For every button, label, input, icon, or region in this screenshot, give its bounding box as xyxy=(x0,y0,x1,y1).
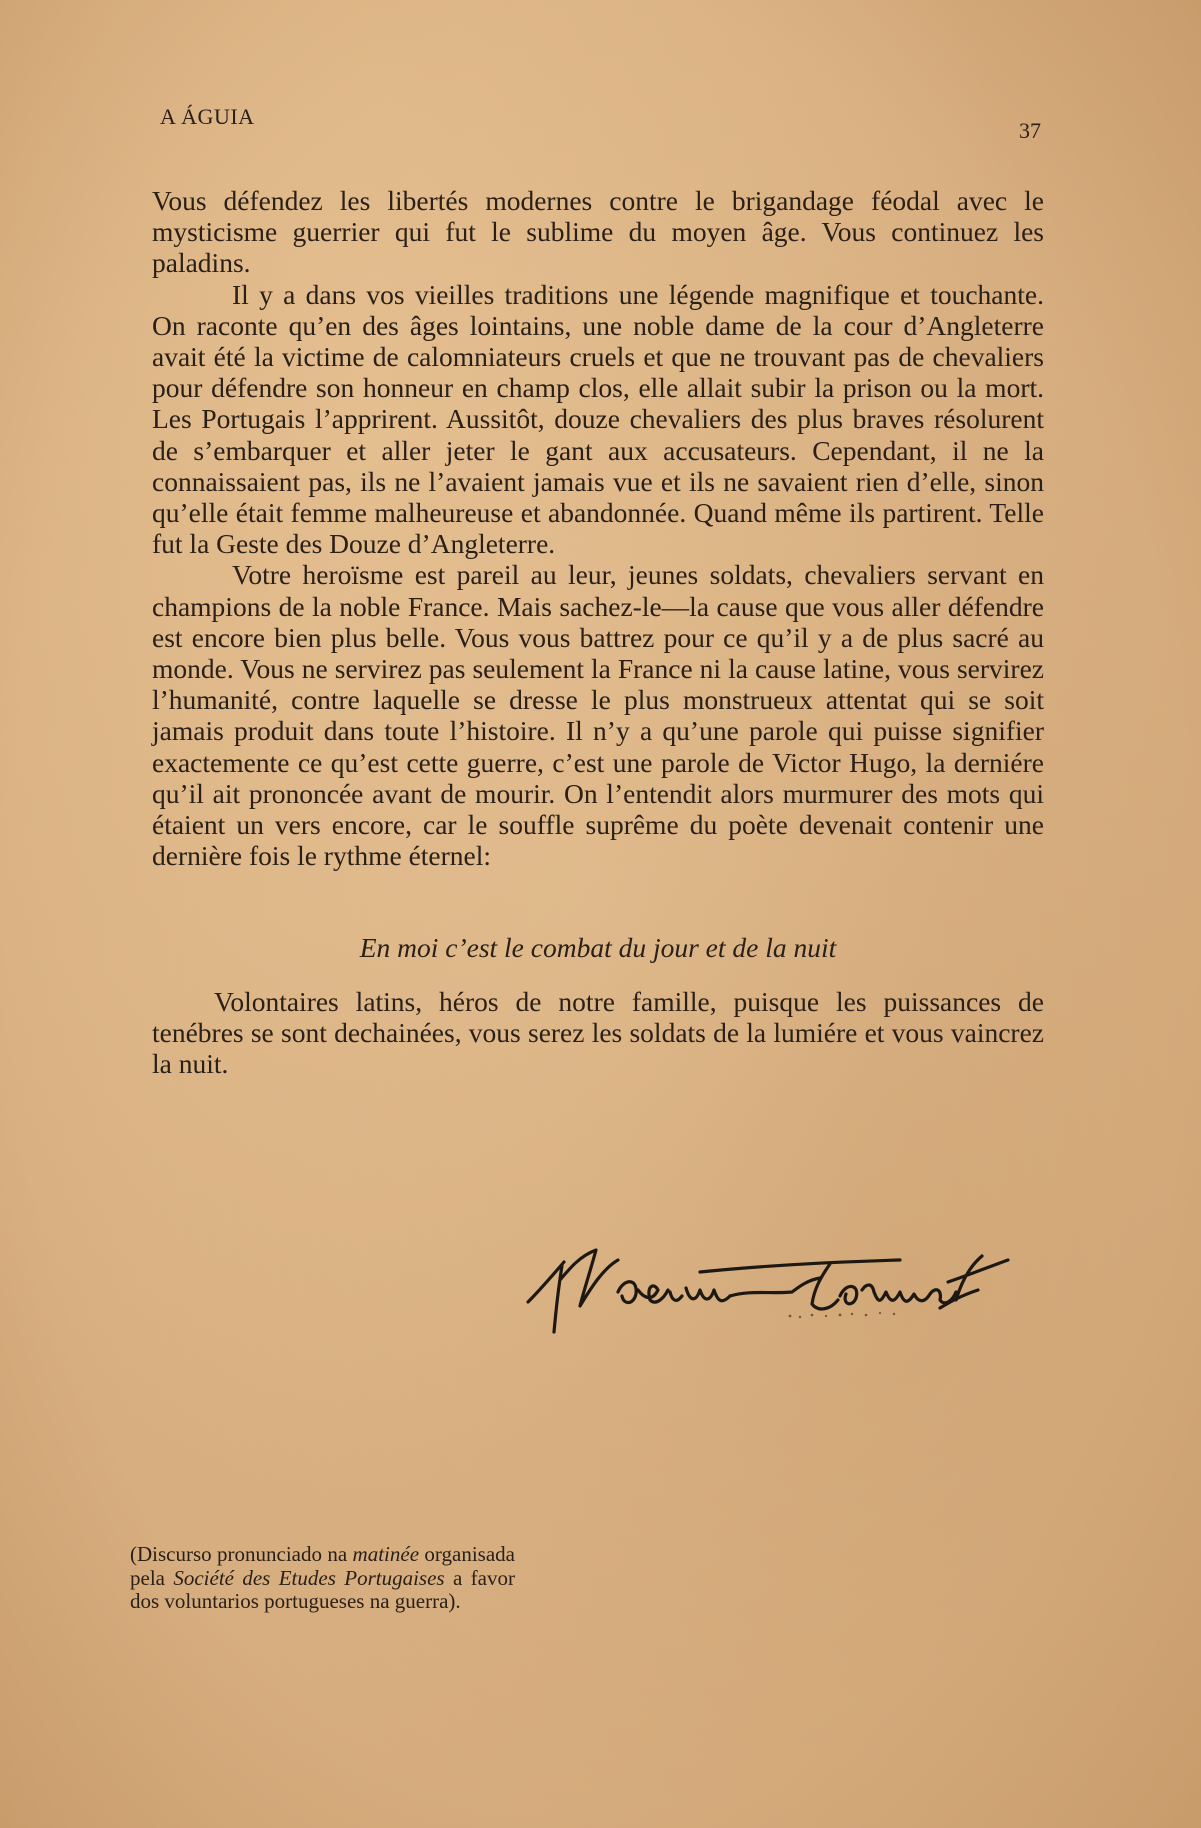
footnote-italic: Société des Etudes Portugaises xyxy=(173,1565,445,1590)
paragraph: Volontaires latins, héros de notre famille, puisque les puissances de tenébres se sont dechainées, vous serez les soldats de la lumiére et vous vaincrez la nuit. xyxy=(152,986,1044,1080)
footnote-text: (Discurso pronunciado na xyxy=(130,1542,353,1566)
footnote-text: a favor dos voluntarios portugueses na guerra). xyxy=(130,1565,515,1613)
handwritten-signature xyxy=(500,1220,1020,1340)
paragraph: Votre heroïsme est pareil au leur, jeunes soldats, chevaliers servant en champions de la noble France. Mais sachez-le—la cause que vous aller défendre est encore bien plus belle. Vous vous battrez pour ce qu’il y a de plus sacré au monde. Vous ne servirez pas seulement la France ni la cause latine, vous servirez l’humanité, contre laquelle se dresse le plus monstrueux attentat qui se soit jamais produit dans toute l’histoire. Il n’y a qu’une parole qui puisse signifier exactemente ce qu’est cette guerre, c’est une parole de Victor Hugo, la derniére qu’il ait prononcée avant de mourir. On l’entendit alors murmurer des mots qui étaient un vers encore, car le souffle suprême du poète devenait contenir une dernière fois le rythme éternel: xyxy=(152,559,1044,872)
closing-text xyxy=(152,986,1044,1080)
footnote xyxy=(130,1543,515,1614)
paragraph: Vous défendez les libertés modernes contre le brigandage féodal avec le mysticisme guerrier qui fut le sublime du moyen âge. Vous continuez les paladins. xyxy=(152,185,1044,279)
page-number: 37 xyxy=(1019,118,1041,143)
footnote-text: organisada pela xyxy=(130,1542,515,1590)
running-title: A ÁGUIA xyxy=(160,104,255,129)
signature-drawing xyxy=(500,1220,1020,1340)
main-text xyxy=(152,185,1044,871)
footnote-italic: matinée xyxy=(352,1542,420,1566)
paragraph: Il y a dans vos vieilles traditions une légende magnifique et touchante. On raconte qu’en des âges lointains, une noble dame de la cour d’Angleterre avait été la victime de calomniateurs cruels et que ne trouvant pas de chevaliers pour défendre son honneur en champ clos, elle allait subir la prison ou la mort. Les Portugais l’apprirent. Aussitôt, douze chevaliers des plus braves résolurent de s’embarquer et aller jeter le gant aux accusateurs. Cependant, il ne la connaissaient pas, ils ne l’avaient jamais vue et ils ne savaient rien d’elle, sinon qu’elle était femme malheureuse et abandonnée. Quand même ils partirent. Telle fut la Geste des Douze d’Angleterre. xyxy=(152,278,1044,560)
verse-quotation: En moi c’est le combat du jour et de la nuit xyxy=(359,932,837,963)
